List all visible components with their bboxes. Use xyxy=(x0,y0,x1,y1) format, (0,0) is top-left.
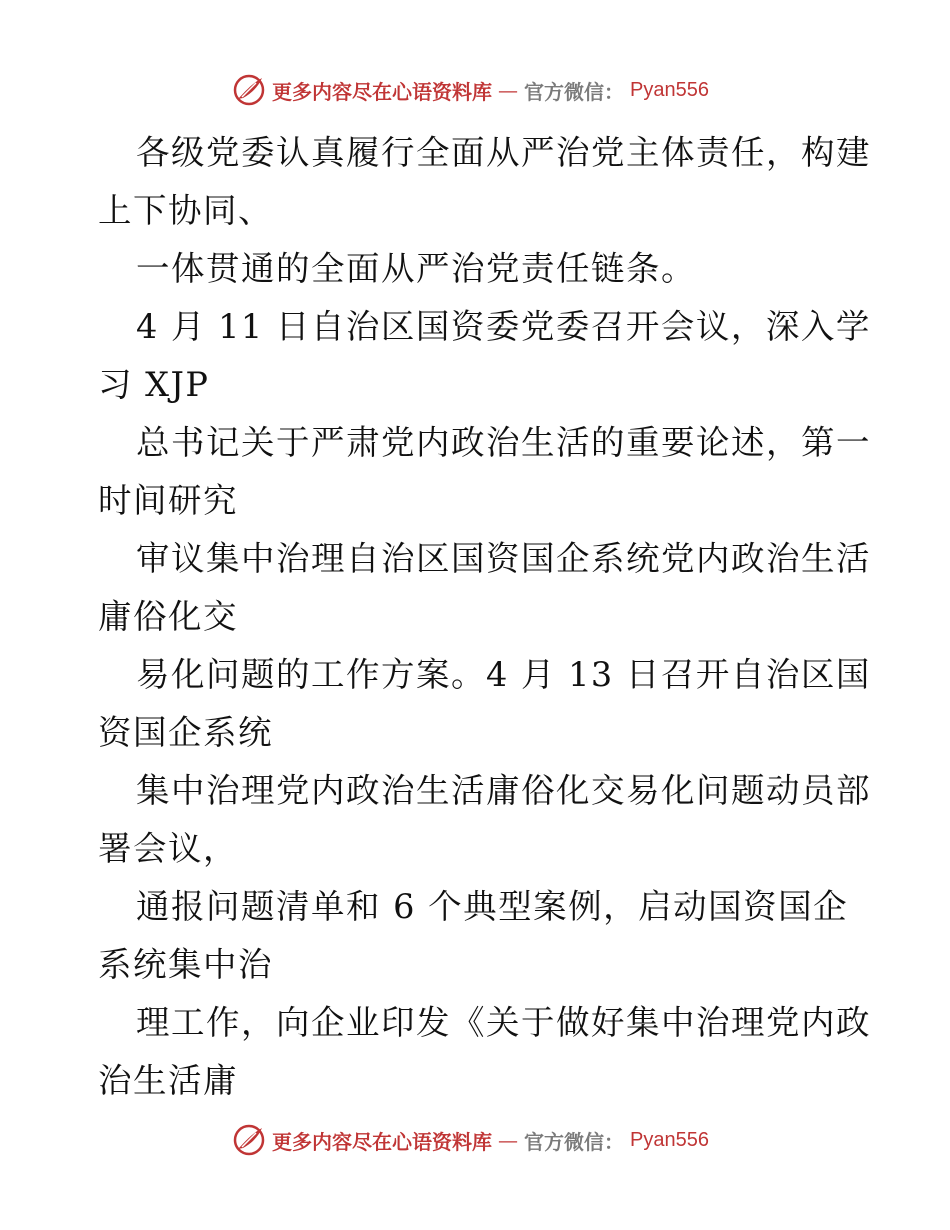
text-line: 一体贯通的全面从严治党责任链条。 xyxy=(136,249,696,288)
banner-official-label: 官方微信： xyxy=(524,1129,624,1154)
text-line: 各级党委认真履行全面从严治党主体责任，构建 xyxy=(136,133,871,172)
text-line: 系统集中治 xyxy=(98,945,273,984)
text-line: 通报问题清单和 6 个典型案例，启动国资国企 xyxy=(136,887,849,926)
header-watermark-banner xyxy=(232,72,712,108)
text-line: 上下协同、 xyxy=(98,191,273,230)
banner-text: 更多内容尽在心语资料库 xyxy=(272,1129,492,1154)
text-line: 资国企系统 xyxy=(98,713,273,752)
text-line: 理工作，向企业印发《关于做好集中治理党内政 xyxy=(136,1003,871,1042)
banner-wechat-id: Pyan556 xyxy=(630,1128,709,1151)
document-body xyxy=(98,124,871,1110)
text-line: 时间研究 xyxy=(98,481,238,520)
text-line: 习 XJP xyxy=(98,365,210,404)
text-line: 4 月 11 日自治区国资委党委召开会议，深入学 xyxy=(136,307,871,346)
text-line: 审议集中治理自治区国资国企系统党内政治生活 xyxy=(136,539,871,578)
banner-separator: — xyxy=(498,78,518,102)
banner-text: 更多内容尽在心语资料库 xyxy=(272,79,492,104)
text-line: 治生活庸 xyxy=(98,1061,238,1100)
quill-pen-logo-icon xyxy=(232,73,266,107)
text-line: 集中治理党内政治生活庸俗化交易化问题动员部 xyxy=(136,771,871,810)
text-line: 易化问题的工作方案。4 月 13 日召开自治区国 xyxy=(136,655,871,694)
banner-wechat-id: Pyan556 xyxy=(630,78,709,101)
text-line: 总书记关于严肃党内政治生活的重要论述，第一 xyxy=(136,423,871,462)
footer-watermark-banner xyxy=(232,1122,712,1158)
text-line: 庸俗化交 xyxy=(98,597,238,636)
banner-separator: — xyxy=(498,1128,518,1152)
text-line: 署会议， xyxy=(98,829,238,868)
quill-pen-logo-icon xyxy=(232,1123,266,1157)
banner-official-label: 官方微信： xyxy=(524,79,624,104)
